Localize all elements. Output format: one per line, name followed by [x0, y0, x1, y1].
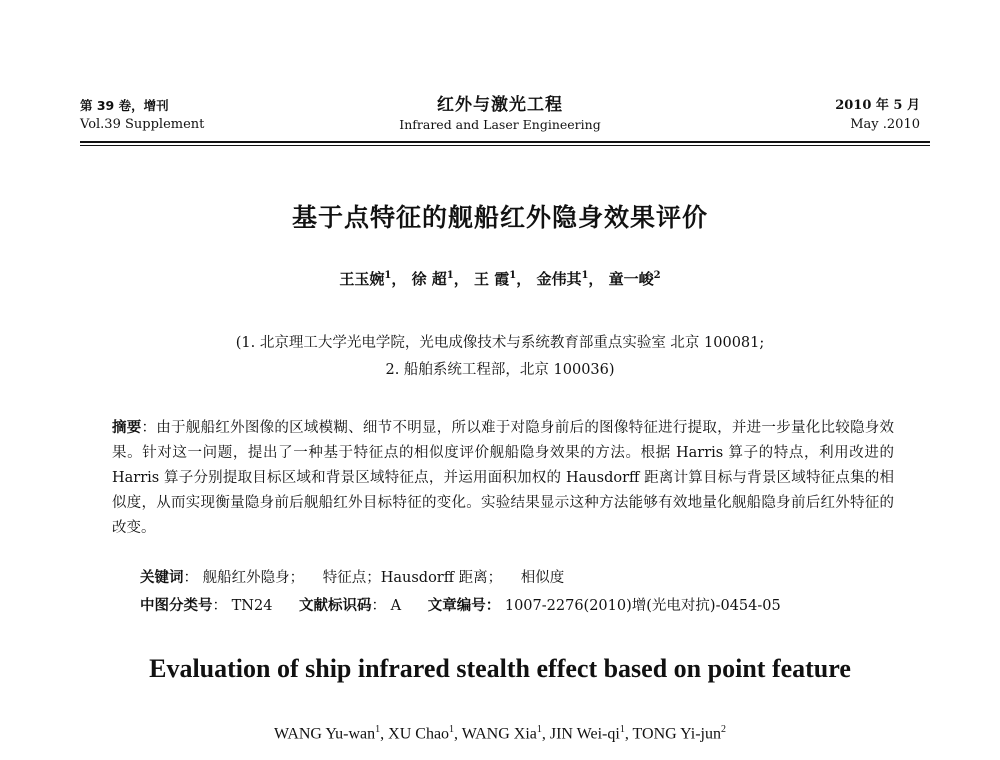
volume-en: Vol.39 Supplement	[80, 117, 205, 132]
journal-name-cn: 红外与激光工程	[437, 95, 563, 115]
paper-title-cn: 基于点特征的舰船红外隐身效果评价	[291, 203, 708, 232]
doc-code-value: A	[390, 598, 402, 614]
keyword: 特征点；Hausdorff 距离；	[322, 570, 503, 586]
issue-date	[835, 96, 920, 134]
author-cn: 金伟其	[536, 270, 582, 288]
affiliations	[0, 330, 1000, 384]
author-cn: 徐 超	[411, 270, 447, 288]
doc-code-label: 文献标识码	[299, 598, 372, 614]
keywords-label: 关键词	[140, 570, 184, 586]
affiliation-1: (1. 北京理工大学光电学院，光电成像技术与系统教育部重点实验室 北京 100081;	[235, 335, 765, 351]
paper-title-en: Evaluation of ship infrared stealth effect based on point feature	[149, 654, 851, 683]
journal-name-en: Infrared and Laser Engineering	[399, 117, 601, 132]
author-list-cn: 王玉婉$^1$， 徐 超$^1$， 王 霞$^1$， 金伟其$^1$， 童一峻$^2$	[339, 270, 661, 288]
clc-value: TN24	[231, 598, 273, 614]
journal-name	[80, 96, 920, 134]
cutoff-text-line	[150, 752, 850, 760]
author-en: JIN Wei-qi	[549, 725, 620, 743]
author-en: WANG Xia	[461, 725, 537, 743]
author-cn: 王玉婉	[339, 270, 385, 288]
keyword: 舰船红外隐身；	[202, 570, 305, 586]
abstract-label: 摘要	[112, 420, 142, 436]
author-list-en: WANG Yu-wan$^1$, XU Chao$^1$, WANG Xia$^1$, JIN Wei-$qi^1$, TONG Yi-jun$^2$	[273, 724, 726, 743]
author-en: XU Chao	[388, 725, 450, 743]
keywords: 关键词： 舰船红外隐身； 特征点；Hausdorff 距离； 相似度	[140, 570, 565, 586]
article-number-value: 1007-2276(2010)增(光电对抗)-0454-05	[504, 598, 781, 614]
author-affil-mark: 1	[446, 270, 454, 281]
author-affil-mark: 1	[581, 270, 589, 281]
volume-cn: 第 39 卷，增刊	[80, 98, 169, 113]
author-affil-mark: 2	[653, 270, 661, 281]
author-cn: 童一峻	[608, 270, 654, 288]
author-en: TONG Yi-jun	[632, 725, 721, 743]
author-affil-mark: 1	[509, 270, 517, 281]
author-affil-mark: 1	[536, 724, 542, 735]
abstract-text: ：由于舰船红外图像的区域模糊、细节不明显，所以难于对隐身前后的图像特征进行提取，并进一步量化比较隐身效果。针对这一问题，提出了一种基于特征点的相似度评价舰船隐身效果的方法。根据 Harris 算子的特点，利用改进的 Harris 算子分别提取目标区域和背景区域特征点，并运用面积加权的 Hausdorff 距离计算目标与背景区域特征点集的相似度，从而实现衡量隐身前后舰船红外目标特征的变化。实验结果显示这种方法能够有效地量化舰船隐身前后红外特征的改变。	[112, 420, 895, 536]
header-rule-thin	[80, 145, 930, 146]
affiliation-2: 2. 船舶系统工程部，北京 100036)	[385, 362, 615, 378]
author-affil-mark: 2	[721, 724, 726, 735]
author-affil-mark: 1	[619, 724, 625, 735]
running-header	[80, 96, 920, 140]
author-cn: 王 霞	[474, 270, 510, 288]
header-rule-thick	[80, 141, 930, 143]
article-number-label: 文章编号：	[427, 598, 501, 614]
author-en: WANG Yu-wan	[273, 725, 376, 743]
abstract	[112, 416, 894, 541]
issue-date-cn: 2010 年 5 月	[835, 98, 920, 113]
author-affil-mark: 1	[384, 270, 392, 281]
author-affil-mark: 1	[449, 724, 455, 735]
clc-label: 中图分类号	[140, 598, 213, 614]
author-affil-mark: 1	[375, 724, 381, 735]
keyword: 相似度	[520, 570, 565, 586]
issue-date-en: May .2010	[850, 117, 920, 132]
classification-line: 中图分类号： TN24 文献标识码： A 文章编号： 1007-2276(2010)增(光电对抗)-0454-05	[140, 598, 781, 614]
